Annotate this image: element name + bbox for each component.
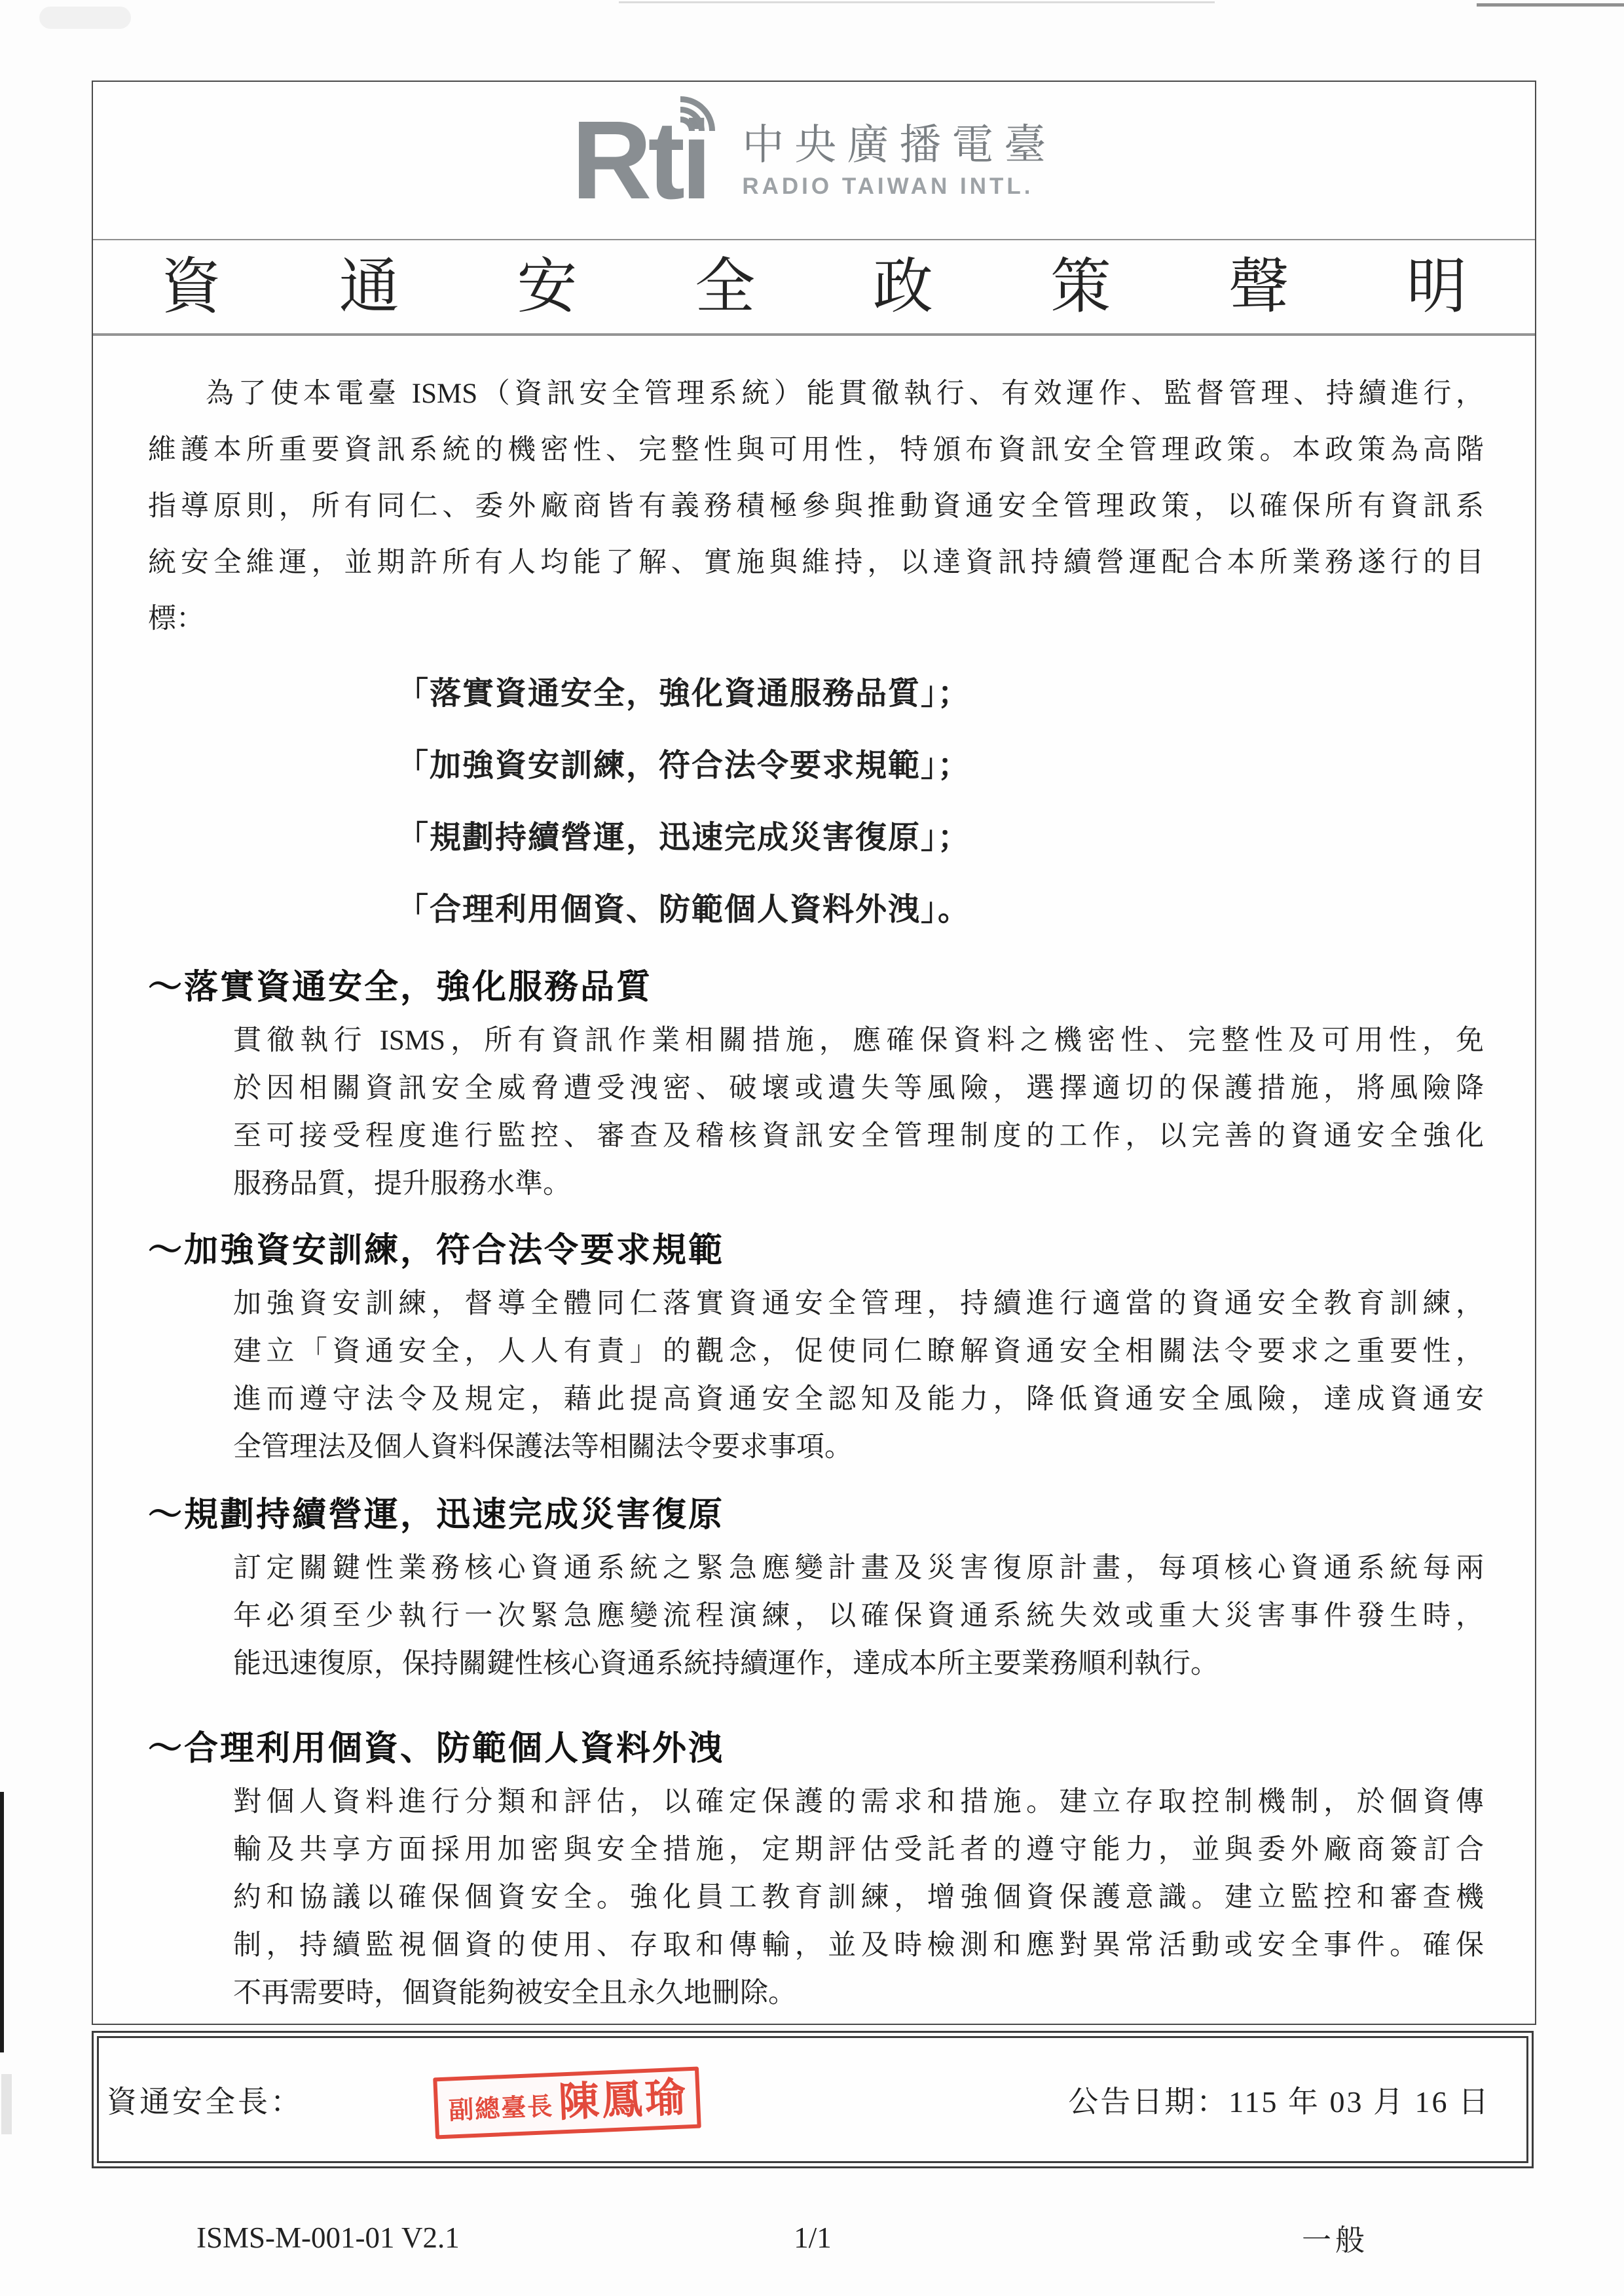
title-char: 策 xyxy=(1050,253,1111,320)
scan-artifact-top-line xyxy=(619,1,1215,3)
section-line: 約和協議以確保個資安全。強化員工教育訓練，增強個資保護意識。建立監控和審查機 xyxy=(233,1882,1484,1913)
title-char: 通 xyxy=(339,253,399,320)
intro-line: 指導原則，所有同仁、委外廠商皆有義務積極參與推動資通安全管理政策，以確保所有資訊系 xyxy=(148,491,1484,522)
slogan-line: 「合理利用個資、防範個人資料外洩」。 xyxy=(397,892,971,927)
section-line: 全管理法及個人資料保護法等相關法令要求事項。 xyxy=(233,1432,853,1463)
section-line: 加強資安訓練，督導全體同仁落實資通安全管理，持續進行適當的資通安全教育訓練， xyxy=(233,1288,1484,1319)
letterhead xyxy=(93,82,1535,240)
section-line: 貫徹執行 ISMS，所有資訊作業相關措施，應確保資料之機密性、完整性及可用性，免 xyxy=(233,1025,1484,1056)
section-line: 年必須至少執行一次緊急應變流程演練，以確保資通系統失效或重大災害事件發生時， xyxy=(233,1601,1484,1631)
section-line: 於因相關資訊安全威脅遭受洩密、破壞或遺失等風險，選擇適切的保護措施，將風險降 xyxy=(233,1073,1484,1104)
section-line: 不再需要時，個資能夠被安全且永久地刪除。 xyxy=(233,1978,796,2009)
intro-paragraph xyxy=(148,366,1484,647)
scan-artifact-top-left-smudge xyxy=(39,7,131,29)
section-heading: ～合理利用個資、防範個人資料外洩 xyxy=(148,1730,725,1768)
title-band xyxy=(93,240,1535,336)
page-number: 1/1 xyxy=(794,2221,832,2254)
title-char: 明 xyxy=(1406,253,1467,320)
title-char: 聲 xyxy=(1228,253,1289,320)
section-body xyxy=(233,1778,1484,2017)
title-char: 資 xyxy=(161,253,222,320)
slogan-line: 「規劃持續營運，迅速完成災害復原」； xyxy=(397,820,971,855)
section-body xyxy=(233,1017,1484,1208)
rti-logo xyxy=(571,98,709,223)
policy-slogans xyxy=(397,658,1484,946)
section-line: 能迅速復原，保持關鍵性核心資通系統持續運作，達成本所主要業務順利執行。 xyxy=(233,1649,1219,1679)
section-line: 對個人資料進行分類和評估，以確定保護的需求和措施。建立存取控制機制，於個資傳 xyxy=(233,1787,1484,1817)
signoff-box xyxy=(92,2031,1534,2168)
title-char: 全 xyxy=(695,253,756,320)
intro-line: 維護本所重要資訊系統的機密性、完整性與可用性，特頒布資訊安全管理政策。本政策為高階 xyxy=(148,435,1484,465)
station-name-english: RADIO TAIWAN INTL. xyxy=(742,173,1034,199)
section-heading: ～落實資通安全，強化服務品質 xyxy=(148,969,653,1006)
section-implement-security xyxy=(148,960,1484,1208)
signoff-box-inner xyxy=(97,2036,1528,2163)
document-id: ISMS-M-001-01 V2.1 xyxy=(196,2221,460,2254)
section-heading: ～規劃持續營運，迅速完成災害復原 xyxy=(148,1497,725,1534)
section-heading: ～加強資安訓練，符合法令要求規範 xyxy=(148,1232,725,1269)
classification-label: 一般 xyxy=(1301,2224,1369,2257)
policy-body xyxy=(93,336,1535,2017)
document-border-box xyxy=(92,81,1536,2025)
section-line: 訂定關鍵性業務核心資通系統之緊急應變計畫及災害復原計畫，每項核心資通系統每兩 xyxy=(233,1553,1484,1584)
intro-line: 為了使本電臺 ISMS（資訊安全管理系統）能貫徹執行、有效運作、監督管理、持續進行， xyxy=(206,378,1484,409)
section-continuity-planning xyxy=(148,1488,1484,1688)
section-personal-data xyxy=(148,1722,1484,2017)
title-char: 安 xyxy=(517,253,578,320)
section-line: 至可接受程度進行監控、審查及稽核資訊安全管理制度的工作，以完善的資通安全強化 xyxy=(233,1121,1484,1152)
stamp-name: 陳鳳瑜 xyxy=(557,2075,690,2126)
rti-logo-text: Rti xyxy=(571,98,709,223)
station-name-chinese: 中央廣播電臺 xyxy=(742,120,1057,168)
slogan-line: 「落實資通安全，強化資通服務品質」； xyxy=(397,676,971,711)
section-line: 建立「資通安全，人人有責」的觀念，促使同仁瞭解資通安全相關法令要求之重要性， xyxy=(233,1336,1484,1367)
document-footer xyxy=(92,2216,1534,2259)
signature-stamp xyxy=(433,2067,701,2140)
section-line: 服務品質，提升服務水準。 xyxy=(233,1169,571,1199)
scan-artifact-top-right-line xyxy=(1477,3,1624,7)
station-names xyxy=(742,120,1057,199)
radio-waves-icon xyxy=(666,81,731,145)
page-title xyxy=(93,253,1535,320)
section-line: 進而遵守法令及規定，藉此提高資通安全認知及能力，降低資通安全風險，達成資通安 xyxy=(233,1384,1484,1415)
ciso-label: 資通安全長： xyxy=(107,2085,303,2119)
section-security-training xyxy=(148,1224,1484,1471)
slogan-line: 「加強資安訓練，符合法令要求規範」； xyxy=(397,748,971,783)
scan-artifact-left-smudge xyxy=(1,2074,12,2134)
scan-artifact-left-black-bar xyxy=(0,1792,4,2052)
section-line: 制，持續監視個資的使用、存取和傳輸，並及時檢測和應對異常活動或安全事件。確保 xyxy=(233,1930,1484,1961)
section-body xyxy=(233,1280,1484,1471)
intro-line: 統安全維運，並期許所有人均能了解、實施與維持，以達資訊持續營運配合本所業務遂行的目 xyxy=(148,547,1484,578)
intro-line: 標： xyxy=(148,604,204,634)
section-body xyxy=(233,1544,1484,1688)
announcement-date: 公告日期：115 年 03 月 16 日 xyxy=(1068,2085,1490,2119)
title-char: 政 xyxy=(872,253,933,320)
section-line: 輸及共享方面採用加密與安全措施，定期評估受託者的遵守能力，並與委外廠商簽訂合 xyxy=(233,1834,1484,1865)
stamp-title: 副總臺長 xyxy=(448,2092,555,2125)
